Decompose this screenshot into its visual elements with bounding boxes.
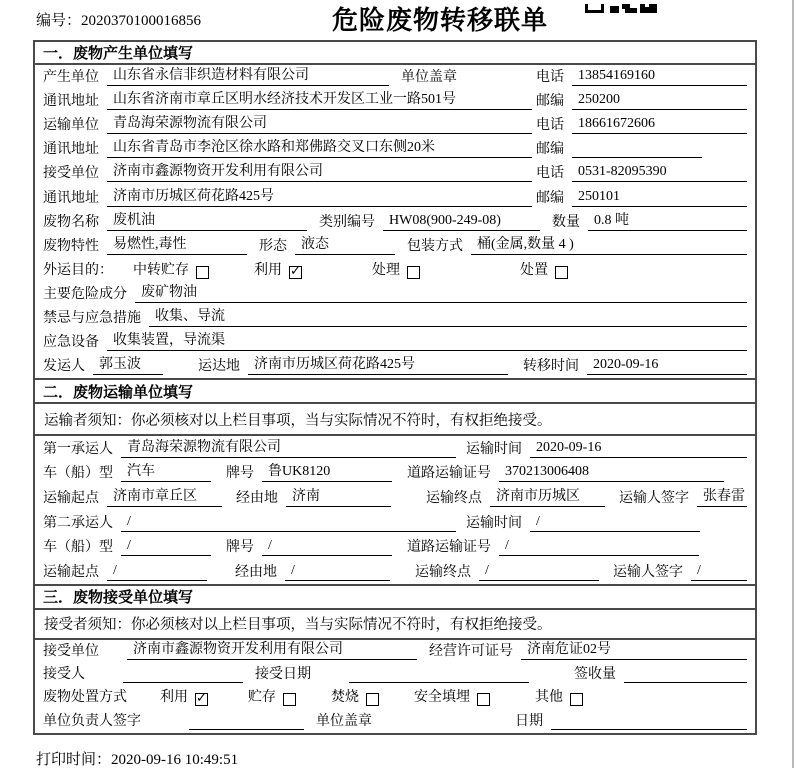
row-route2 [35, 559, 755, 584]
route1-start-value: 济南市章丘区 [107, 485, 222, 507]
serial-number-line [36, 9, 201, 30]
disposal-option-store-label: 贮存 [248, 690, 276, 706]
receiver-label: 接受单位 [43, 166, 99, 182]
hazard-label: 主要危险成分 [43, 286, 127, 302]
vehicle2-license-value: / [499, 538, 699, 556]
carrier2-time-label: 运输时间 [466, 515, 522, 531]
transporter-zip-label: 邮编 [536, 142, 564, 158]
transporter-address-value: 山东省青岛市李沧区徐水路和郑佛路交叉口东侧20米 [107, 136, 532, 158]
dispatcher-value: 郭玉波 [93, 353, 163, 375]
section2-header: 二．废物运输单位填写 [35, 378, 755, 404]
producer-phone-label: 电话 [536, 70, 564, 86]
row-hazard [35, 282, 755, 306]
accept-unit-label: 接受单位 [43, 643, 99, 659]
signoff-date-label: 日期 [515, 713, 543, 729]
purpose-option-transfer [133, 259, 209, 279]
transporter-zip-value [572, 140, 702, 158]
disposal-option-use [160, 686, 208, 706]
accept-unit-value: 济南市鑫源物资开发利用有限公司 [127, 638, 417, 660]
row-route1 [35, 485, 755, 510]
row-carrier1 [35, 436, 755, 461]
page-edge-divider [792, 0, 794, 768]
checkbox-icon [477, 693, 490, 706]
responsible-sign-value [189, 712, 304, 730]
vehicle2-type-value: / [121, 538, 211, 556]
serial-label: 编号： [36, 13, 82, 29]
transporter-address-label: 通讯地址 [43, 142, 99, 158]
receiver-phone-label: 电话 [536, 166, 564, 182]
vehicle1-type-value: 汽车 [121, 460, 211, 482]
route2-via-label: 经由地 [235, 564, 277, 580]
receiver-address-label: 通讯地址 [43, 190, 99, 206]
route1-end-value: 济南市历城区 [490, 485, 605, 507]
checkbox-icon [407, 266, 420, 279]
responsible-sign-label: 单位负责人签字 [43, 713, 141, 729]
destination-label: 运达地 [198, 359, 240, 375]
print-time-line [36, 748, 238, 768]
waste-category-label: 类别编号 [319, 214, 375, 230]
vehicle1-plate-label: 牌号 [226, 466, 254, 482]
receiver-phone-value: 0531-82095390 [572, 164, 747, 182]
print-time-label: 打印时间： [36, 752, 112, 768]
row-vehicle2 [35, 535, 755, 560]
purpose-option-treat [372, 259, 420, 279]
dispatcher-label: 发运人 [43, 359, 85, 375]
checkbox-icon [283, 693, 296, 706]
vehicle2-license-label: 道路运输证号 [407, 540, 491, 556]
unit-seal-label: 单位盖章 [316, 713, 372, 729]
row-receiver [35, 161, 755, 185]
row-dispatch [35, 354, 755, 378]
purpose-option-use-label: 利用 [254, 262, 282, 278]
waste-form-label: 形态 [259, 238, 287, 254]
disposal-option-landfill-label: 安全填埋 [414, 690, 470, 706]
seal-label: 单位盖章 [401, 70, 457, 86]
serial-number: 2020370100016856 [81, 13, 202, 29]
producer-phone-value: 13854169160 [572, 68, 747, 86]
receiver-address-value: 济南市历城区荷花路425号 [107, 185, 532, 207]
transfer-time-value: 2020-09-16 [587, 357, 747, 375]
carrier2-time-value: / [530, 514, 700, 532]
permit-value: 济南危证02号 [521, 638, 747, 660]
transporter-phone-label: 电话 [536, 118, 564, 134]
print-time-value: 2020-09-16 10:49:51 [111, 752, 239, 768]
receiver-value: 济南市鑫源物资开发利用有限公司 [107, 160, 532, 182]
permit-label: 经营许可证号 [429, 643, 513, 659]
route2-via-value: / [285, 563, 390, 581]
disposal-option-burn [331, 686, 379, 706]
waste-quantity-label: 数量 [552, 214, 580, 230]
row-purpose [35, 258, 755, 282]
waste-name-label: 废物名称 [43, 214, 99, 230]
purpose-option-dispose [520, 259, 568, 279]
row-signoff [35, 709, 755, 732]
equipment-label: 应急设备 [43, 335, 99, 351]
signoff-date-value [551, 712, 747, 730]
checkbox-icon [555, 266, 568, 279]
accept-date-label: 接受日期 [255, 667, 311, 683]
route2-start-label: 运输起点 [43, 564, 99, 580]
producer-label: 产生单位 [43, 70, 99, 86]
row-transporter-address [35, 137, 755, 161]
producer-zip-label: 邮编 [536, 94, 564, 110]
carrier1-time-value: 2020-09-16 [530, 440, 747, 458]
section3-header: 三．废物接受单位填写 [35, 584, 755, 610]
disposal-option-store [248, 686, 296, 706]
vehicle1-type-label: 车（船）型 [43, 466, 113, 482]
transporter-label: 运输单位 [43, 118, 99, 134]
purpose-option-treat-label: 处理 [372, 262, 400, 278]
qr-code-fragment-icon [585, 0, 657, 18]
row-precaution [35, 306, 755, 330]
receiver-zip-value: 250101 [572, 189, 747, 207]
accept-date-value [349, 665, 529, 683]
row-producer [35, 65, 755, 89]
waste-traits-label: 废物特性 [43, 238, 99, 254]
disposal-option-other [535, 686, 583, 706]
acceptor-value [123, 665, 243, 683]
waste-category-value: HW08(900-249-08) [383, 213, 540, 231]
transporter-value: 青岛海荣源物流有限公司 [107, 112, 532, 134]
route1-sign-value: 张春雷 [697, 485, 747, 507]
disposal-option-other-label: 其他 [535, 690, 563, 706]
route1-end-label: 运输终点 [426, 491, 482, 506]
row-transporter [35, 113, 755, 137]
route2-sign-value: / [691, 563, 747, 581]
vehicle2-plate-value: / [262, 538, 392, 556]
vehicle1-license-value: 370213006408 [499, 464, 724, 482]
page-title: 危险废物转移联单 [331, 5, 549, 35]
carrier1-value: 青岛海荣源物流有限公司 [121, 436, 456, 458]
route2-sign-label: 运输人签字 [613, 564, 683, 580]
carrier1-label: 第一承运人 [43, 441, 113, 457]
purpose-option-transfer-label: 中转贮存 [133, 262, 189, 278]
producer-zip-value: 250200 [572, 92, 747, 110]
producer-value: 山东省永信非织造材料有限公司 [107, 64, 389, 86]
packing-value: 桶(金属,数量 4 ) [471, 233, 747, 255]
section3-notice: 接受者须知：你必须核对以上栏目事项，当与实际情况不符时，有权拒绝接受。 [35, 610, 755, 640]
carrier2-value: / [121, 514, 456, 532]
hazard-value: 废矿物油 [135, 281, 747, 303]
disposal-option-landfill [414, 686, 490, 706]
packing-label: 包装方式 [407, 238, 463, 254]
destination-value: 济南市历城区荷花路425号 [248, 353, 508, 375]
route2-end-label: 运输终点 [415, 564, 471, 580]
route1-start-label: 运输起点 [43, 491, 99, 506]
acceptor-label: 接受人 [43, 667, 85, 683]
purpose-option-use [254, 259, 302, 279]
vehicle1-license-label: 道路运输证号 [407, 466, 491, 482]
transfer-time-label: 转移时间 [523, 359, 579, 375]
row-acceptor [35, 663, 755, 686]
precaution-label: 禁忌与应急措施 [43, 311, 141, 327]
row-disposal [35, 686, 755, 709]
waste-form-value: 液态 [295, 233, 395, 255]
route1-sign-label: 运输人签字 [619, 491, 689, 506]
producer-address-value: 山东省济南市章丘区明水经济技术开发区工业一路501号 [107, 88, 532, 110]
vehicle2-plate-label: 牌号 [226, 540, 254, 556]
checkbox-checked-icon [195, 693, 208, 706]
row-waste-name [35, 210, 755, 234]
section2-notice: 运输者须知：你必须核对以上栏目事项，当与实际情况不符时，有权拒绝接受。 [35, 404, 755, 436]
section1-header: 一．废物产生单位填写 [35, 42, 755, 65]
row-receiver-address [35, 185, 755, 209]
receiver-zip-label: 邮编 [536, 190, 564, 206]
checkbox-checked-icon [289, 266, 302, 279]
manifest-form [33, 40, 757, 735]
disposal-option-use-label: 利用 [160, 690, 188, 706]
checkbox-icon [570, 693, 583, 706]
route1-via-label: 经由地 [236, 491, 278, 506]
route2-end-value: / [479, 563, 599, 581]
waste-traits-value: 易燃性,毒性 [107, 233, 247, 255]
row-vehicle1 [35, 461, 755, 486]
checkbox-icon [366, 693, 379, 706]
vehicle1-plate-value: 鲁UK8120 [262, 460, 392, 482]
route2-start-value: / [107, 563, 207, 581]
row-equipment [35, 330, 755, 354]
waste-name-value: 废机油 [107, 209, 307, 231]
carrier2-label: 第二承运人 [43, 515, 113, 531]
page-header [0, 0, 796, 40]
checkbox-icon [196, 266, 209, 279]
row-producer-address [35, 89, 755, 113]
precaution-value: 收集、导流 [149, 305, 747, 327]
disposal-label: 废物处置方式 [43, 690, 127, 706]
signed-amount-value [624, 665, 747, 683]
vehicle2-type-label: 车（船）型 [43, 540, 113, 556]
purpose-option-dispose-label: 处置 [520, 262, 548, 278]
row-accept-unit [35, 640, 755, 663]
row-waste-traits [35, 234, 755, 258]
carrier1-time-label: 运输时间 [466, 441, 522, 457]
row-carrier2 [35, 510, 755, 535]
signed-amount-label: 签收量 [574, 667, 616, 683]
purpose-label: 外运目的： [43, 262, 113, 278]
transporter-phone-value: 18661672606 [572, 116, 747, 134]
disposal-option-burn-label: 焚烧 [331, 690, 359, 706]
producer-address-label: 通讯地址 [43, 94, 99, 110]
route1-via-value: 济南 [286, 485, 391, 507]
equipment-value: 收集装置，导流渠 [107, 329, 747, 351]
waste-quantity-value: 0.8 吨 [588, 209, 747, 231]
